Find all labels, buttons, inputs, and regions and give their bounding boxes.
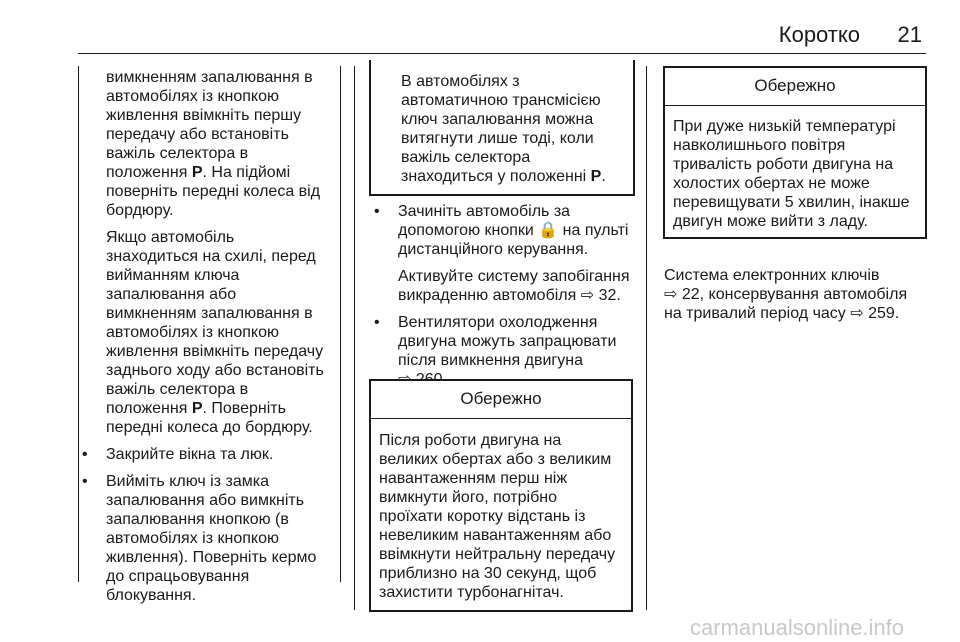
bullet-remove-key: [80, 472, 340, 605]
text-line: Якщо автомобіль: [106, 229, 235, 246]
bullet-icon: •: [374, 314, 380, 331]
column-2-text: [372, 202, 638, 389]
watermark: carmanualsonline.info: [690, 615, 905, 640]
bullet-icon: •: [374, 203, 380, 220]
column-1: [80, 68, 340, 605]
caution-box-cold: [663, 66, 927, 239]
caution-box-turbo: [369, 379, 633, 612]
text-line: двигуна можуть запрацювати: [398, 333, 617, 350]
bullet-icon: •: [82, 446, 88, 463]
text-line: положення P. Поверніть: [106, 400, 286, 417]
text-line: автоматичною трансмісією: [401, 92, 601, 109]
text-line: Активуйте систему запобігання: [398, 268, 630, 285]
text-line: допомогою кнопки 🔒 на пульті: [398, 222, 629, 239]
text-line: навколишнього повітря: [673, 137, 846, 154]
text-line: живлення ввімкніть першу: [106, 107, 302, 124]
section-title: Коротко: [778, 22, 860, 47]
text-line: положення P. На підйомі: [106, 164, 291, 181]
text-line: ввімкнути нейтральну передачу: [379, 546, 616, 563]
text-line: холостих обертах не може: [673, 175, 870, 192]
column-divider-left-inner: [340, 66, 341, 582]
text-line: важіль селектора в: [106, 381, 249, 398]
text-line: заднього ходу або встановіть: [106, 362, 324, 379]
text-line: витягнути лише тоді, коли: [401, 130, 594, 147]
text-line: важіль селектора: [401, 149, 531, 166]
text-line: передачу або встановіть: [106, 126, 289, 143]
bullet-close-windows: [80, 445, 340, 464]
text-line: поверніть передні колеса від: [106, 183, 321, 200]
text-line: проїхати коротку відстань із: [379, 508, 586, 525]
text-line: після вимкнення двигуна: [398, 352, 583, 369]
text-line: знаходиться у положенні P.: [401, 168, 606, 185]
text-line: дистанційного керування.: [398, 241, 589, 258]
bullet-fans: [372, 313, 638, 389]
text-line: вийманням ключа: [106, 267, 240, 284]
text-line: Вийміть ключ із замка: [106, 473, 269, 490]
text-line: невеликим навантаженням або: [379, 527, 612, 544]
text-line: Зачиніть автомобіль за: [398, 203, 571, 220]
text-line: великих обертах або з великим: [379, 451, 612, 468]
text-line: живлення). Поверніть кермо: [106, 549, 317, 566]
text-line: автомобілях із кнопкою: [106, 324, 279, 341]
text-line: запалювання кнопкою (в: [106, 511, 289, 528]
gear-p-bold: P: [191, 400, 203, 417]
note-box-automatic: [369, 60, 635, 196]
text-line: на тривалий період часу ⇨ 259.: [664, 305, 900, 322]
text-line: навантаженням перш ніж: [379, 470, 568, 487]
page-number: 21: [897, 22, 922, 47]
bullet-icon: •: [82, 473, 88, 490]
text-line: запалювання або вимкніть: [106, 492, 305, 509]
text-line: викраденню автомобіля ⇨ 32.: [398, 287, 621, 304]
text-line: передні колеса до бордюру.: [106, 419, 313, 436]
text-line: Система електронних ключів: [664, 267, 880, 284]
text-line: до спрацьовування: [106, 568, 250, 585]
caution-title: Обережно: [371, 381, 631, 419]
caution-title: Обережно: [665, 68, 925, 106]
column-3-text: [664, 266, 934, 323]
column-divider-left: [78, 66, 79, 582]
text-line: тривалість роботи двигуна на: [673, 156, 894, 173]
text-line: живлення ввімкніть передачу: [106, 343, 324, 360]
text-line: захистити турбонагнітач.: [379, 584, 564, 601]
text-line: В автомобілях з: [401, 73, 520, 90]
text-line: знаходиться на схилі, перед: [106, 248, 316, 265]
text-line: Вентилятори охолодження: [398, 314, 598, 331]
text-line: запалювання або: [106, 286, 237, 303]
text-line: важіль селектора в: [106, 145, 249, 162]
column-divider-mid: [354, 66, 355, 610]
column-divider-right: [646, 66, 647, 610]
paragraph-downhill: [80, 228, 340, 437]
text-line: двигун може вийти з ладу.: [673, 213, 868, 230]
text-line: вимкненням запалювання в: [106, 69, 313, 86]
gear-p-bold: P: [590, 168, 602, 185]
text-line: ⇨ 22, консервування автомобіля: [664, 286, 908, 303]
bullet-lock-vehicle: [372, 202, 638, 305]
text-line: автомобілях із кнопкою: [106, 530, 279, 547]
text-line: бордюру.: [106, 202, 174, 219]
header-rule: [78, 53, 926, 54]
text-line: При дуже низькій температурі: [673, 118, 896, 135]
text-line: вимкненням запалювання в: [106, 305, 313, 322]
text-line: приблизно на 30 секунд, щоб: [379, 565, 597, 582]
paragraph-handbrake: [80, 68, 340, 220]
text-line: ключ запалювання можна: [401, 111, 594, 128]
text-line: автомобілях із кнопкою: [106, 88, 279, 105]
text-line: вимкнути його, потрібно: [379, 489, 557, 506]
text-line: Закрийте вікна та люк.: [106, 446, 274, 463]
text-line: перевищувати 5 хвилин, інакше: [673, 194, 910, 211]
text-line: блокування.: [106, 587, 197, 604]
gear-p-bold: P: [191, 164, 203, 181]
text-line: Після роботи двигуна на: [379, 432, 562, 449]
